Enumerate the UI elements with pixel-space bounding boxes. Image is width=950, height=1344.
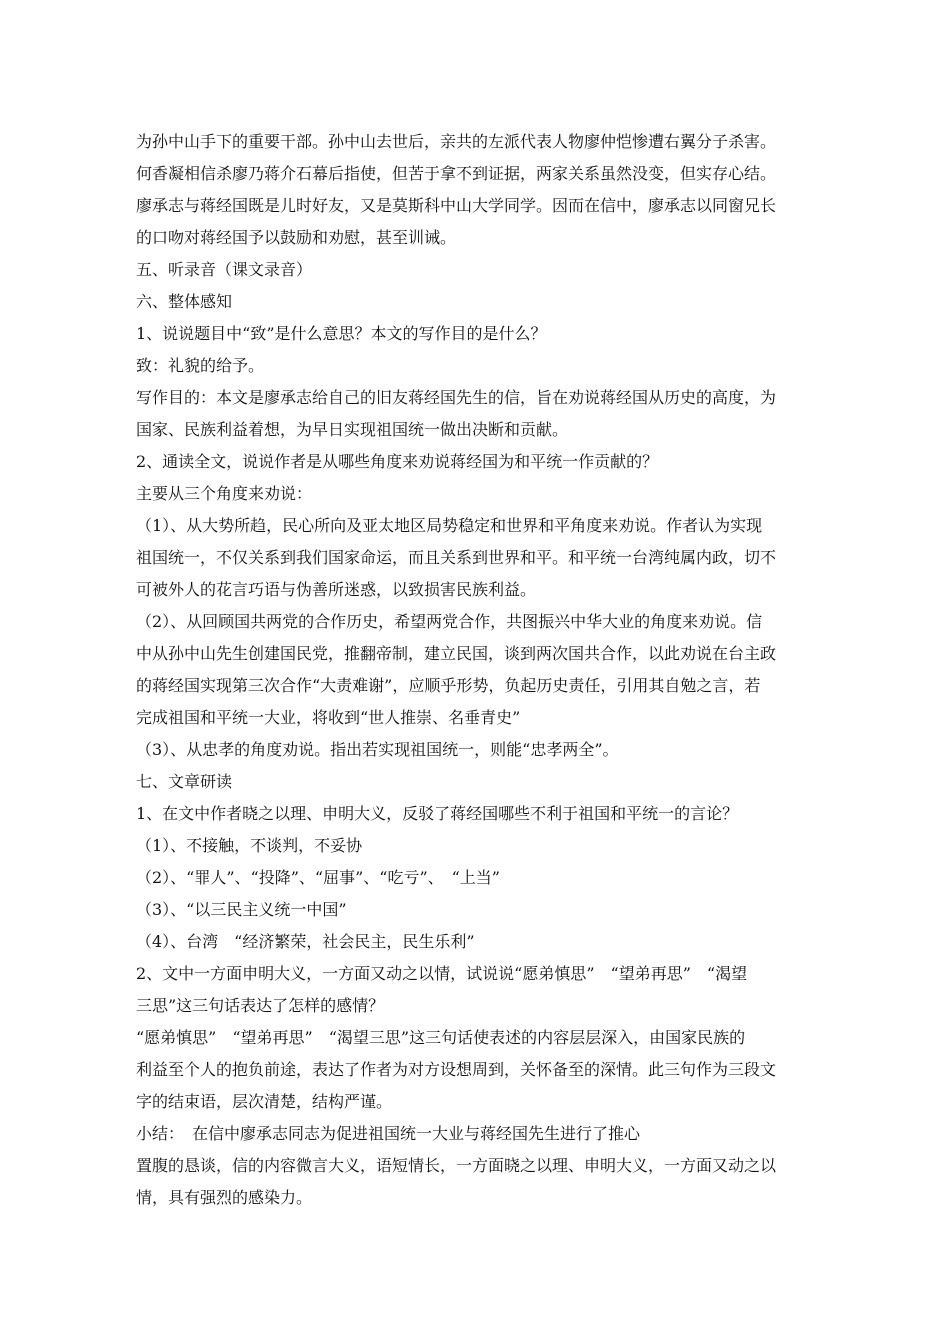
list-item: （2）、“罪人”、“投降”、“屈事”、“吃亏”、 “上当” bbox=[136, 868, 500, 887]
text-line: 字的结束语，层次清楚，结构严谨。 bbox=[136, 1092, 393, 1111]
section-heading: 六、整体感知 bbox=[136, 292, 233, 311]
section-heading: 五、听录音（课文录音） bbox=[136, 260, 313, 279]
text-line: 中从孙中山先生创建国民党，推翻帝制，建立民国，谈到两次国共合作，以此劝说在台主政 bbox=[136, 644, 777, 663]
text-line: 致：礼貌的给予。 bbox=[136, 356, 265, 375]
summary-line: 小结： 在信中廖承志同志为促进祖国统一大业与蒋经国先生进行了推心 bbox=[136, 1124, 641, 1143]
text-line: 祖国统一，不仅关系到我们国家命运，而且关系到世界和平。和平统一台湾纯属内政，切不 bbox=[136, 548, 777, 567]
document-body bbox=[136, 126, 826, 1214]
text-line: 三思”这三句话表达了怎样的感情？ bbox=[136, 996, 385, 1015]
text-line: 为孙中山手下的重要干部。孙中山去世后，亲共的左派代表人物廖仲恺惨遭右翼分子杀害。 bbox=[136, 132, 777, 151]
text-line: 写作目的：本文是廖承志给自己的旧友蒋经国先生的信，旨在劝说蒋经国从历史的高度，为 bbox=[136, 388, 777, 407]
text-line: 廖承志与蒋经国既是儿时好友，又是莫斯科中山大学同学。因而在信中，廖承志以同窗兄长 bbox=[136, 196, 777, 215]
text-line: 何香凝相信杀廖乃蒋介石幕后指使，但苦于拿不到证据，两家关系虽然没变，但实存心结。 bbox=[136, 164, 777, 183]
question-line: 2、通读全文，说说作者是从哪些角度来劝说蒋经国为和平统一作贡献的？ bbox=[136, 452, 659, 471]
section-heading: 七、文章研读 bbox=[136, 772, 233, 791]
text-line: 置腹的恳谈，信的内容微言大义，语短情长，一方面晓之以理、申明大义，一方面又动之以 bbox=[136, 1156, 777, 1175]
text-line: 情，具有强烈的感染力。 bbox=[136, 1188, 313, 1207]
question-line: 2、文中一方面申明大义，一方面又动之以情，试说说“愿弟慎思” “望弟再思” “渴望 bbox=[136, 964, 748, 983]
question-line: 1、说说题目中“致”是什么意思？本文的写作目的是什么？ bbox=[136, 324, 547, 343]
list-item: （2）、从回顾国共两党的合作历史，希望两党合作，共图振兴中华大业的角度来劝说。信 bbox=[136, 612, 763, 631]
list-item: （1）、从大势所趋，民心所向及亚太地区局势稳定和世界和平角度来劝说。作者认为实现 bbox=[136, 516, 763, 535]
text-line: 的蒋经国实现第三次合作“大责难谢”，应顺乎形势，负起历史责任，引用其自勉之言，若 bbox=[136, 676, 761, 695]
text-line: 完成祖国和平统一大业，将收到“世人推崇、名垂青史” bbox=[136, 708, 521, 727]
question-line: 1、在文中作者晓之以理、申明大义，反驳了蒋经国哪些不利于祖国和平统一的言论？ bbox=[136, 804, 739, 823]
text-line: 主要从三个角度来劝说： bbox=[136, 484, 313, 503]
text-line: 利益至个人的抱负前途，表达了作者为对方设想周到，关怀备至的深情。此三句作为三段文 bbox=[136, 1060, 777, 1079]
list-item: （1）、不接触，不谈判，不妥协 bbox=[136, 836, 363, 855]
text-line: 的口吻对蒋经国予以鼓励和劝慰，甚至训诫。 bbox=[136, 228, 457, 247]
list-item: （4）、台湾 “经济繁荣，社会民主，民生乐利” bbox=[136, 932, 475, 951]
list-item: （3）、从忠孝的角度劝说。指出若实现祖国统一，则能“忠孝两全”。 bbox=[136, 740, 619, 759]
list-item: （3）、“以三民主义统一中国” bbox=[136, 900, 347, 919]
text-line: 国家、民族利益着想，为早日实现祖国统一做出决断和贡献。 bbox=[136, 420, 569, 439]
text-line: 可被外人的花言巧语与伪善所迷惑，以致损害民族利益。 bbox=[136, 580, 537, 599]
text-line: “愿弟慎思” “望弟再思” “渴望三思”这三句话使表述的内容层层深入，由国家民族的 bbox=[136, 1028, 746, 1047]
